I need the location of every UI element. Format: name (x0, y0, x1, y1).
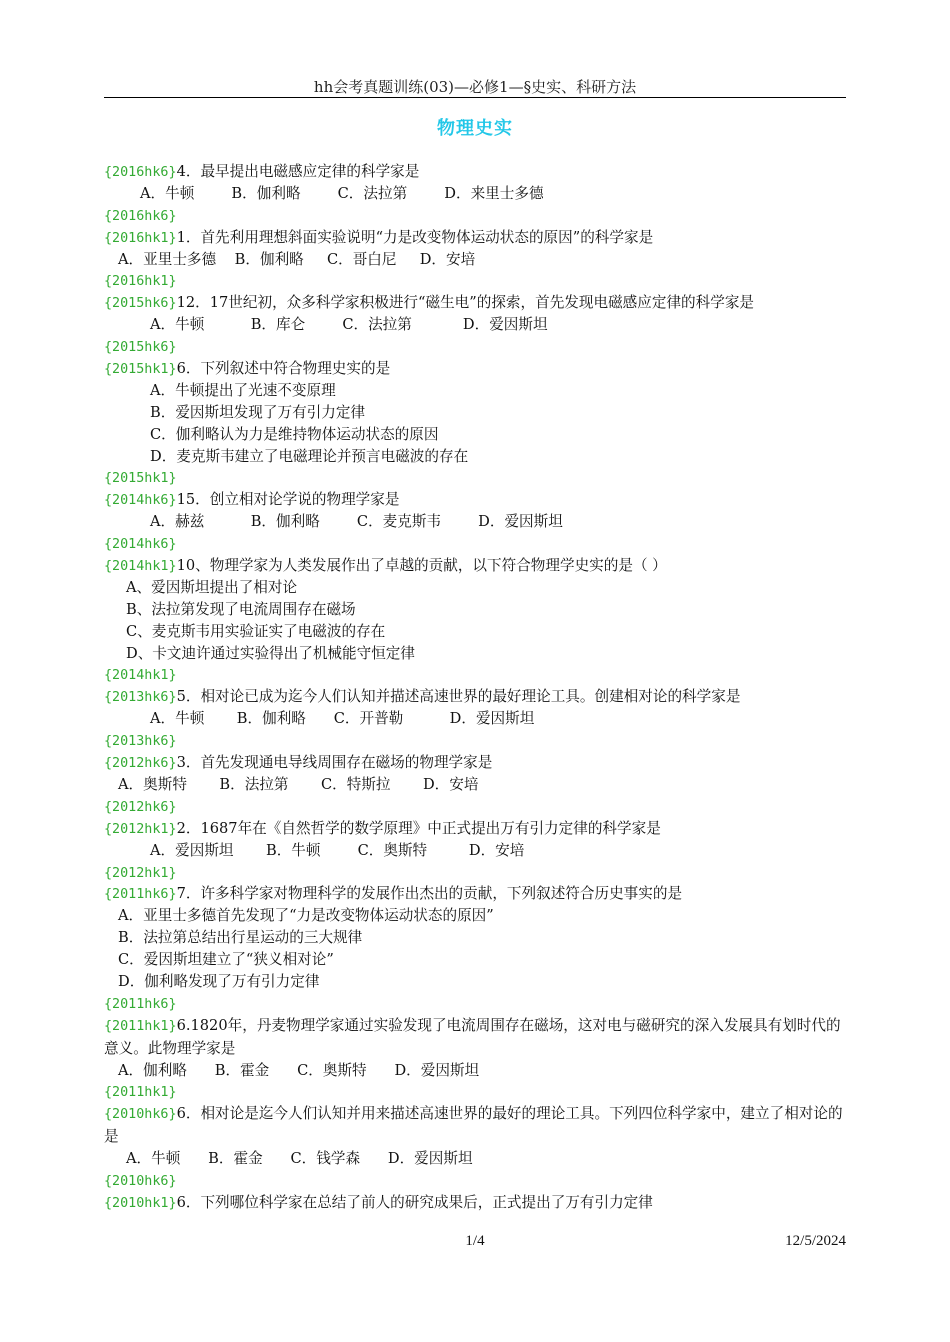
question-stem (104, 883, 846, 905)
source-tag-close: {2010hk6} (104, 1174, 177, 1190)
answer-option: C、麦克斯韦用实验证实了电磁波的存在 (126, 622, 386, 640)
question-text: 5．相对论已成为迄今人们认知并描述高速世界的最好理论工具。创建相对论的科学家是 (176, 688, 741, 706)
source-tag-close: {2014hk6} (104, 537, 177, 553)
question-block (104, 818, 846, 884)
question-stem (104, 1103, 846, 1148)
source-tag: {2016hk6} (104, 165, 177, 180)
source-tag: {2013hk6} (104, 690, 177, 706)
question-block (104, 489, 846, 555)
question-stem (104, 686, 846, 708)
question-block (104, 227, 846, 293)
source-tag-close: {2013hk6} (104, 734, 177, 750)
question-text: 2．1687年在《自然哲学的数学原理》中正式提出万有引力定律的科学家是 (176, 819, 661, 837)
question-text: 3．首先发现通电导线周围存在磁场的物理学家是 (176, 754, 493, 772)
answer-option: A．爱因斯坦 B．牛顿 C．奥斯特 D．安培 (150, 841, 525, 859)
answer-option: B．法拉第总结出行星运动的三大规律 (118, 929, 363, 947)
source-tag-close: {2011hk6} (104, 996, 177, 1012)
answer-option: C．爱因斯坦建立了“狭义相对论” (118, 951, 334, 969)
question-stem (104, 292, 846, 314)
source-tag: {2015hk1} (104, 362, 177, 378)
question-text: 12．17世纪初，众多科学家积极进行“磁生电”的探索，首先发现电磁感应定律的科学家是 (176, 294, 755, 312)
question-block (104, 686, 846, 752)
source-tag: {2010hk6} (104, 1107, 177, 1123)
source-tag-close: {2016hk6} (104, 208, 177, 224)
answer-option: A、爱因斯坦提出了相对论 (126, 578, 298, 596)
question-text: 6．下列叙述中符合物理史实的是 (176, 360, 391, 378)
question-block (104, 555, 846, 686)
section-title: 物理史实 (437, 118, 513, 139)
header-divider (104, 97, 846, 98)
question-block (104, 1103, 846, 1192)
answer-option: B．爱因斯坦发现了万有引力定律 (150, 403, 366, 421)
answer-option: C．伽利略认为力是维持物体运动状态的原因 (150, 425, 439, 443)
question-stem (104, 1192, 846, 1214)
answer-option: A．亚里士多德 B．伽利略 C．哥白尼 D．安培 (118, 250, 476, 268)
question-stem (104, 358, 846, 380)
answer-option: D．麦克斯韦建立了电磁理论并预言电磁波的存在 (150, 447, 469, 465)
source-tag-close: {2014hk1} (104, 668, 177, 684)
question-block (104, 752, 846, 818)
answer-option: A．奥斯特 B．法拉第 C．特斯拉 D．安培 (118, 775, 479, 793)
question-stem (104, 489, 846, 511)
source-tag: {2010hk1} (104, 1195, 177, 1211)
source-tag: {2015hk6} (104, 296, 177, 312)
question-list (104, 161, 846, 1214)
answer-option: A．伽利略 B．霍金 C．奥斯特 D．爱因斯坦 (118, 1061, 480, 1079)
source-tag-close: {2012hk6} (104, 799, 177, 815)
question-block (104, 161, 846, 227)
question-text: 1．首先利用理想斜面实验说明“力是改变物体运动状态的原因”的科学家是 (176, 228, 654, 246)
question-stem (104, 1015, 846, 1060)
source-tag-close: {2016hk1} (104, 274, 177, 290)
source-tag-close: {2011hk1} (104, 1085, 177, 1101)
question-block (104, 883, 846, 1014)
question-text: 6．下列哪位科学家在总结了前人的研究成果后，正式提出了万有引力定律 (176, 1193, 653, 1211)
answer-option: A．牛顿提出了光速不变原理 (150, 381, 336, 399)
answer-option: A．牛顿 B．霍金 C．钱学森 D．爱因斯坦 (126, 1150, 473, 1168)
source-tag: {2011hk1} (104, 1018, 177, 1034)
question-stem (104, 555, 846, 577)
question-block (104, 1015, 846, 1104)
page-header: hh会考真题训练(03)—必修1—§史实、科研方法 (313, 78, 637, 96)
question-block (104, 292, 846, 358)
source-tag: {2011hk6} (104, 887, 177, 903)
question-stem (104, 818, 846, 840)
source-tag: {2014hk6} (104, 493, 177, 509)
question-text: 10、物理学家为人类发展作出了卓越的贡献，以下符合物理学史实的是（ ） (176, 557, 667, 575)
question-block (104, 358, 846, 489)
answer-option: A．亚里士多德首先发现了“力是改变物体运动状态的原因” (118, 907, 494, 925)
source-tag-close: {2015hk6} (104, 340, 177, 356)
footer-date: 12/5/2024 (785, 1233, 846, 1249)
question-stem (104, 752, 846, 774)
question-stem (104, 227, 846, 249)
source-tag: {2016hk1} (104, 230, 177, 246)
question-stem (104, 161, 846, 183)
answer-option: A．牛顿 B．伽利略 C．法拉第 D．来里士多德 (140, 184, 544, 202)
question-block (104, 1192, 846, 1214)
answer-option: A．牛顿 B．伽利略 C．开普勒 D．爱因斯坦 (150, 710, 535, 728)
answer-option: D、卡文迪许通过实验得出了机械能守恒定律 (126, 644, 415, 662)
question-text: 7．许多科学家对物理科学的发展作出杰出的贡献，下列叙述符合历史事实的是 (176, 885, 683, 903)
question-text: 6.1820年，丹麦物理学家通过实验发现了电流周围存在磁场，这对电与磁研究的深入发展具有划时代的意义。此物理学家是 (104, 1016, 841, 1057)
source-tag: {2012hk1} (104, 821, 177, 837)
page-number: 1/4 (465, 1233, 485, 1249)
answer-option: A．牛顿 B．库仑 C．法拉第 D．爱因斯坦 (150, 316, 548, 334)
source-tag-close: {2012hk1} (104, 865, 177, 881)
question-text: 4．最早提出电磁感应定律的科学家是 (176, 163, 420, 180)
answer-option: A．赫兹 B．伽利略 C．麦克斯韦 D．爱因斯坦 (150, 513, 563, 531)
question-text: 15．创立相对论学说的物理学家是 (176, 491, 400, 509)
source-tag-close: {2015hk1} (104, 471, 177, 487)
answer-option: B、法拉第发现了电流周围存在磁场 (126, 600, 356, 618)
source-tag: {2012hk6} (104, 756, 177, 772)
source-tag: {2014hk1} (104, 559, 177, 575)
question-text: 6．相对论是迄今人们认知并用来描述高速世界的最好的理论工具。下列四位科学家中，建立了相对论的是 (104, 1105, 843, 1146)
answer-option: D．伽利略发现了万有引力定律 (118, 972, 320, 990)
